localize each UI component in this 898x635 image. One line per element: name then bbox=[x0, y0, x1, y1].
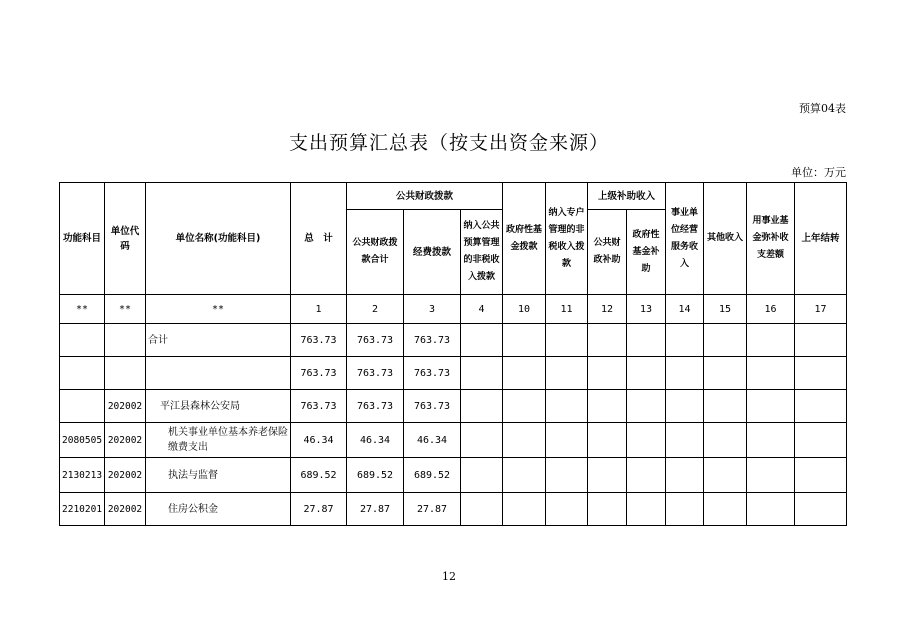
func-code-cell bbox=[60, 324, 105, 357]
unit-code-cell bbox=[105, 324, 146, 357]
unit-label: 单位：万元 bbox=[791, 166, 846, 179]
empty-cell bbox=[627, 324, 666, 357]
empty-cell bbox=[588, 423, 627, 458]
empty-cell bbox=[503, 357, 546, 390]
index-row bbox=[60, 295, 847, 324]
unit-code-cell: 202002 bbox=[105, 493, 146, 526]
header-gov-fund: 政府性基金拨款 bbox=[503, 183, 546, 295]
func-code-cell: 2210201 bbox=[60, 493, 105, 526]
index-cell: 12 bbox=[588, 295, 627, 324]
empty-cell bbox=[588, 324, 627, 357]
empty-cell bbox=[795, 423, 847, 458]
pf-total-cell: 27.87 bbox=[347, 493, 404, 526]
index-cell: 15 bbox=[704, 295, 747, 324]
empty-cell bbox=[503, 458, 546, 493]
header-other-income: 其他收入 bbox=[704, 183, 747, 295]
total-cell: 46.34 bbox=[291, 423, 347, 458]
unit-name-cell: 合计 bbox=[146, 324, 291, 357]
unit-name-cell: 执法与监督 bbox=[146, 458, 291, 493]
empty-cell bbox=[546, 357, 588, 390]
empty-cell bbox=[666, 458, 704, 493]
index-cell: 14 bbox=[666, 295, 704, 324]
empty-cell bbox=[546, 324, 588, 357]
empty-cell bbox=[461, 324, 503, 357]
index-cell: 3 bbox=[404, 295, 461, 324]
total-cell: 763.73 bbox=[291, 324, 347, 357]
form-code: 预算04表 bbox=[799, 102, 846, 115]
empty-cell bbox=[503, 324, 546, 357]
func-code-cell: 2130213 bbox=[60, 458, 105, 493]
empty-cell bbox=[795, 493, 847, 526]
pf-total-cell: 763.73 bbox=[347, 324, 404, 357]
index-cell: 16 bbox=[747, 295, 795, 324]
table-row bbox=[60, 390, 847, 423]
index-cell: 17 bbox=[795, 295, 847, 324]
operating-cell: 46.34 bbox=[404, 423, 461, 458]
header-func-subject: 功能科目 bbox=[60, 183, 105, 295]
empty-cell bbox=[795, 324, 847, 357]
empty-cell bbox=[461, 357, 503, 390]
func-code-cell bbox=[60, 357, 105, 390]
func-code-cell bbox=[60, 390, 105, 423]
header-public-finance-total: 公共财政拨款合计 bbox=[347, 210, 404, 295]
header-operating-funds: 经费拨款 bbox=[404, 210, 461, 295]
empty-cell bbox=[546, 493, 588, 526]
index-cell: 1 bbox=[291, 295, 347, 324]
pf-total-cell: 689.52 bbox=[347, 458, 404, 493]
table-row bbox=[60, 324, 847, 357]
header-nontax-special: 纳入专户管理的非税收入拨款 bbox=[546, 183, 588, 295]
header-business-income: 事业单位经营服务收入 bbox=[666, 183, 704, 295]
empty-cell bbox=[795, 357, 847, 390]
empty-cell bbox=[795, 390, 847, 423]
empty-cell bbox=[666, 493, 704, 526]
empty-cell bbox=[747, 390, 795, 423]
table-row bbox=[60, 357, 847, 390]
operating-cell: 763.73 bbox=[404, 324, 461, 357]
index-cell: 11 bbox=[546, 295, 588, 324]
empty-cell bbox=[666, 423, 704, 458]
empty-cell bbox=[461, 390, 503, 423]
index-cell: 4 bbox=[461, 295, 503, 324]
header-nontax-in-budget: 纳入公共预算管理的非税收入拨款 bbox=[461, 210, 503, 295]
empty-cell bbox=[747, 493, 795, 526]
operating-cell: 689.52 bbox=[404, 458, 461, 493]
empty-cell bbox=[503, 423, 546, 458]
index-cell: ** bbox=[146, 295, 291, 324]
empty-cell bbox=[627, 493, 666, 526]
total-cell: 763.73 bbox=[291, 357, 347, 390]
empty-cell bbox=[546, 390, 588, 423]
empty-cell bbox=[627, 390, 666, 423]
pf-total-cell: 763.73 bbox=[347, 357, 404, 390]
empty-cell bbox=[747, 357, 795, 390]
index-cell: 2 bbox=[347, 295, 404, 324]
index-cell: ** bbox=[105, 295, 146, 324]
total-cell: 763.73 bbox=[291, 390, 347, 423]
header-reserve-fund: 用事业基金弥补收支差额 bbox=[747, 183, 795, 295]
unit-name-cell: 平江县森林公安局 bbox=[146, 390, 291, 423]
empty-cell bbox=[461, 458, 503, 493]
index-cell: ** bbox=[60, 295, 105, 324]
budget-table bbox=[59, 182, 847, 526]
empty-cell bbox=[461, 493, 503, 526]
empty-cell bbox=[704, 390, 747, 423]
header-public-finance-subsidy: 公共财政补助 bbox=[588, 210, 627, 295]
empty-cell bbox=[588, 357, 627, 390]
empty-cell bbox=[666, 324, 704, 357]
empty-cell bbox=[704, 458, 747, 493]
empty-cell bbox=[461, 423, 503, 458]
pf-total-cell: 763.73 bbox=[347, 390, 404, 423]
empty-cell bbox=[588, 458, 627, 493]
empty-cell bbox=[588, 493, 627, 526]
empty-cell bbox=[546, 423, 588, 458]
empty-cell bbox=[546, 458, 588, 493]
func-code-cell: 2080505 bbox=[60, 423, 105, 458]
unit-name-cell bbox=[146, 357, 291, 390]
header-public-finance: 公共财政拨款 bbox=[347, 183, 503, 210]
empty-cell bbox=[627, 423, 666, 458]
empty-cell bbox=[704, 423, 747, 458]
unit-name-cell: 机关事业单位基本养老保险缴费支出 bbox=[146, 423, 291, 458]
empty-cell bbox=[704, 324, 747, 357]
operating-cell: 763.73 bbox=[404, 390, 461, 423]
empty-cell bbox=[704, 357, 747, 390]
table-row bbox=[60, 458, 847, 493]
page-title: 支出预算汇总表（按支出资金来源） bbox=[288, 132, 609, 154]
empty-cell bbox=[747, 458, 795, 493]
unit-code-cell: 202002 bbox=[105, 458, 146, 493]
empty-cell bbox=[588, 390, 627, 423]
table-row bbox=[60, 493, 847, 526]
empty-cell bbox=[503, 493, 546, 526]
header-unit-code: 单位代码 bbox=[105, 183, 146, 295]
table-row bbox=[60, 423, 847, 458]
empty-cell bbox=[747, 324, 795, 357]
pf-total-cell: 46.34 bbox=[347, 423, 404, 458]
header-superior-subsidy: 上级补助收入 bbox=[588, 183, 666, 210]
unit-name-cell: 住房公积金 bbox=[146, 493, 291, 526]
index-cell: 10 bbox=[503, 295, 546, 324]
empty-cell bbox=[666, 357, 704, 390]
empty-cell bbox=[747, 423, 795, 458]
unit-code-cell: 202002 bbox=[105, 423, 146, 458]
unit-code-cell: 202002 bbox=[105, 390, 146, 423]
empty-cell bbox=[503, 390, 546, 423]
operating-cell: 27.87 bbox=[404, 493, 461, 526]
operating-cell: 763.73 bbox=[404, 357, 461, 390]
page-number: 12 bbox=[442, 570, 456, 583]
empty-cell bbox=[627, 458, 666, 493]
empty-cell bbox=[795, 458, 847, 493]
empty-cell bbox=[627, 357, 666, 390]
index-cell: 13 bbox=[627, 295, 666, 324]
header-unit-name: 单位名称(功能科目) bbox=[146, 183, 291, 295]
header-prior-year-carryover: 上年结转 bbox=[795, 183, 847, 295]
empty-cell bbox=[666, 390, 704, 423]
header-total: 总 计 bbox=[291, 183, 347, 295]
header-gov-fund-subsidy: 政府性基金补助 bbox=[627, 210, 666, 295]
empty-cell bbox=[704, 493, 747, 526]
total-cell: 689.52 bbox=[291, 458, 347, 493]
total-cell: 27.87 bbox=[291, 493, 347, 526]
unit-code-cell bbox=[105, 357, 146, 390]
